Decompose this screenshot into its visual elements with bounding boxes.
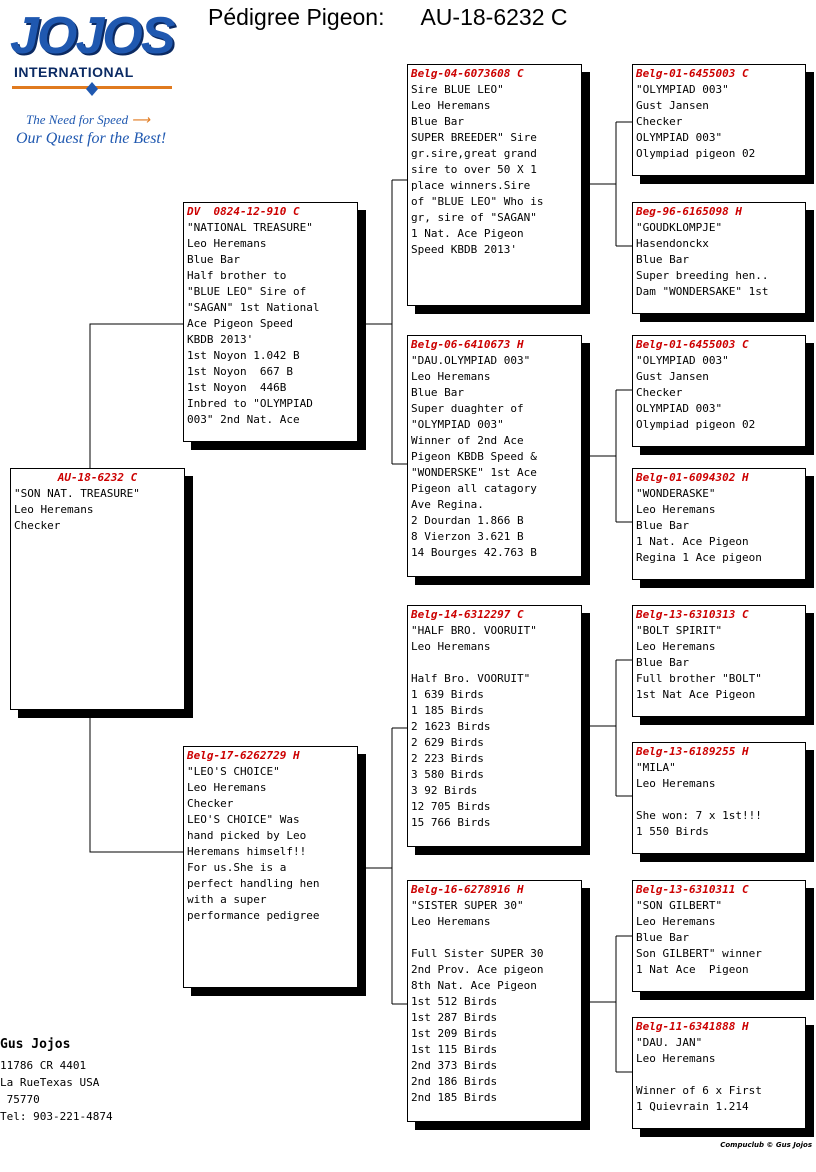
ring-number: Belg-17-6262729 H [187, 749, 300, 762]
ring-number: Belg-01-6455003 C [636, 338, 749, 351]
card-line: 2nd 186 Birds [411, 1075, 498, 1088]
card-line: "WONDERASKE" [636, 487, 716, 500]
card-line: Gust Jansen [636, 370, 709, 383]
card-line: 1st 115 Birds [411, 1043, 498, 1056]
pedigree-card-dam-dam-sire [632, 880, 806, 992]
card-line: Regina 1 Ace pigeon [636, 551, 762, 564]
ring-number: Belg-13-6310313 C [636, 608, 749, 621]
card-line: 2 1623 Birds [411, 720, 491, 733]
card-line: Checker [14, 519, 61, 532]
card-line: Ave Regina. [411, 498, 484, 511]
title-ring-number: AU-18-6232 C [420, 4, 568, 30]
card-line: of "BLUE LEO" Who is [411, 195, 544, 208]
pedigree-card-dam-dam-dam [632, 1017, 806, 1129]
title-label: Pédigree Pigeon: [208, 4, 385, 30]
card-line [411, 930, 578, 946]
card-line: "MILA" [636, 761, 676, 774]
card-line: gr, sire of "SAGAN" [411, 211, 537, 224]
card-line: LEO'S CHOICE" Was [187, 813, 300, 826]
bird-icon: ⟶ [131, 112, 151, 127]
pedigree-card-sire-sire-sire [632, 64, 806, 176]
pedigree-card-dam-sire-dam [632, 742, 806, 854]
ring-number: Belg-11-6341888 H [636, 1020, 749, 1033]
card-line: Leo Heremans [411, 640, 491, 653]
pedigree-card-dam-sire [407, 605, 582, 847]
card-line: 1st 512 Birds [411, 995, 498, 1008]
card-line: sire to over 50 X 1 [411, 163, 537, 176]
pedigree-card-sire-dam-dam [632, 468, 806, 580]
card-line: Winner of 2nd Ace [411, 434, 524, 447]
card-line: "SON GILBERT" [636, 899, 723, 912]
ring-number: Belg-16-6278916 H [411, 883, 524, 896]
card-line [636, 1067, 802, 1083]
card-line: Speed KBDB 2013' [411, 243, 517, 256]
card-line: Leo Heremans [636, 640, 716, 653]
card-line: 15 766 Birds [411, 816, 491, 829]
ring-number: Belg-13-6310311 C [636, 883, 749, 896]
logo-brand-text: JOJOS [10, 7, 174, 65]
owner-address-line: La RueTexas USA [0, 1076, 100, 1089]
card-line: "SON NAT. TREASURE" [14, 487, 140, 500]
card-line: Blue Bar [636, 931, 689, 944]
card-line: Blue Bar [411, 115, 464, 128]
ring-number: AU-18-6232 C [57, 471, 138, 484]
card-line: Leo Heremans [187, 237, 267, 250]
card-line: 8 Vierzon 3.621 B [411, 530, 524, 543]
ring-number: Belg-13-6189255 H [636, 745, 749, 758]
pedigree-card-dam-dam [407, 880, 582, 1122]
card-line: Sire BLUE LEO" [411, 83, 504, 96]
card-line: She won: 7 x 1st!!! [636, 809, 762, 822]
owner-name: Gus Jojos [0, 1037, 71, 1052]
card-line: 1 Nat Ace Pigeon [636, 963, 749, 976]
pedigree-card-sire-dam-sire [632, 335, 806, 447]
card-line: perfect handling hen [187, 877, 320, 890]
ring-number: Belg-14-6312297 C [411, 608, 524, 621]
card-line: Leo Heremans [14, 503, 94, 516]
footer-credit: Compuclub © Gus Jojos [720, 1141, 812, 1149]
card-line: 1 Nat. Ace Pigeon [411, 227, 524, 240]
pedigree-card-sire [183, 202, 358, 442]
card-line: 2 629 Birds [411, 736, 484, 749]
owner-address-line: 75770 [0, 1093, 40, 1106]
card-line: For us.She is a [187, 861, 287, 874]
card-line: "OLYMPIAD 003" [411, 418, 504, 431]
card-line: 3 580 Birds [411, 768, 484, 781]
pedigree-card-sire-sire-dam [632, 202, 806, 314]
card-line: "SISTER SUPER 30" [411, 899, 524, 912]
card-line: Leo Heremans [411, 99, 491, 112]
card-line: Blue Bar [187, 253, 240, 266]
card-line: 1 Nat. Ace Pigeon [636, 535, 749, 548]
ring-number: Belg-01-6094302 H [636, 471, 749, 484]
card-line: Ace Pigeon Speed [187, 317, 293, 330]
card-line: hand picked by Leo [187, 829, 307, 842]
owner-address-line: 11786 CR 4401 [0, 1059, 87, 1072]
card-line: Leo Heremans [636, 777, 716, 790]
card-line: 2 Dourdan 1.866 B [411, 514, 524, 527]
owner-info [0, 1036, 113, 1125]
card-line: 1st 209 Birds [411, 1027, 498, 1040]
card-line: 2nd Prov. Ace pigeon [411, 963, 544, 976]
ring-number: Belg-06-6410673 H [411, 338, 524, 351]
card-line: 12 705 Birds [411, 800, 491, 813]
card-line: Gust Jansen [636, 99, 709, 112]
card-line: "LEO'S CHOICE" [187, 765, 280, 778]
card-line: "HALF BRO. VOORUIT" [411, 624, 537, 637]
card-line: Leo Heremans [636, 915, 716, 928]
ring-number: Beg-96-6165098 H [636, 205, 742, 218]
card-line: Son GILBERT" winner [636, 947, 762, 960]
card-line: with a super [187, 893, 267, 906]
card-line: "WONDERSKE" 1st Ace [411, 466, 537, 479]
card-line: "BOLT SPIRIT" [636, 624, 723, 637]
card-line: "NATIONAL TREASURE" [187, 221, 313, 234]
pedigree-card-subject [10, 468, 185, 710]
card-line: Leo Heremans [636, 503, 716, 516]
card-line: "GOUDKLOMPJE" [636, 221, 723, 234]
card-line: "DAU. JAN" [636, 1036, 703, 1049]
card-line: "SAGAN" 1st National [187, 301, 320, 314]
card-line: Leo Heremans [411, 370, 491, 383]
card-line: gr.sire,great grand [411, 147, 537, 160]
card-line: Checker [187, 797, 234, 810]
card-line: 1st Nat Ace Pigeon [636, 688, 756, 701]
ring-number: Belg-01-6455003 C [636, 67, 749, 80]
card-line: Half Bro. VOORUIT" [411, 672, 531, 685]
card-line: SUPER BREEDER" Sire [411, 131, 537, 144]
card-line: "DAU.OLYMPIAD 003" [411, 354, 531, 367]
card-line: 1 550 Birds [636, 825, 709, 838]
ring-number: DV 0824-12-910 C [187, 205, 300, 218]
card-line: Dam "WONDERSAKE" 1st [636, 285, 769, 298]
card-line [411, 655, 578, 671]
card-line: 1st Noyon 667 B [187, 365, 293, 378]
card-line: Super breeding hen.. [636, 269, 769, 282]
card-line: 003" 2nd Nat. Ace [187, 413, 300, 426]
card-line: OLYMPIAD 003" [636, 402, 723, 415]
card-line: 2nd 373 Birds [411, 1059, 498, 1072]
card-line: Leo Heremans [411, 915, 491, 928]
card-line: Half brother to [187, 269, 287, 282]
card-line: 8th Nat. Ace Pigeon [411, 979, 537, 992]
card-line: OLYMPIAD 003" [636, 131, 723, 144]
card-line: Blue Bar [636, 656, 689, 669]
card-line: 2nd 185 Birds [411, 1091, 498, 1104]
card-line: 1 Quievrain 1.214 [636, 1100, 749, 1113]
card-line: KBDB 2013' [187, 333, 254, 346]
pedigree-card-sire-dam [407, 335, 582, 577]
card-line: "OLYMPIAD 003" [636, 354, 729, 367]
card-line: Checker [636, 386, 683, 399]
card-line: Pigeon all catagory [411, 482, 537, 495]
logo-international-text: INTERNATIONAL [14, 64, 134, 80]
card-line: Inbred to "OLYMPIAD [187, 397, 313, 410]
card-line: 1st Noyon 446B [187, 381, 287, 394]
card-line: Super duaghter of [411, 402, 524, 415]
card-line: 3 92 Birds [411, 784, 478, 797]
card-line: Leo Heremans [187, 781, 267, 794]
card-line [636, 792, 802, 808]
card-line: 1st 287 Birds [411, 1011, 498, 1024]
logo-slogan-line-2: Our Quest for the Best! [16, 130, 167, 147]
card-line: Leo Heremans [636, 1052, 716, 1065]
card-line: 1st Noyon 1.042 B [187, 349, 300, 362]
card-line: Blue Bar [411, 386, 464, 399]
owner-phone: Tel: 903-221-4874 [0, 1110, 113, 1123]
card-line: Blue Bar [636, 253, 689, 266]
card-line: 1 185 Birds [411, 704, 484, 717]
card-line: Pigeon KBDB Speed & [411, 450, 537, 463]
card-line: place winners.Sire [411, 179, 531, 192]
card-line: Olympiad pigeon 02 [636, 147, 756, 160]
card-line: Checker [636, 115, 683, 128]
card-line: Full brother "BOLT" [636, 672, 762, 685]
card-line: 14 Bourges 42.763 B [411, 546, 537, 559]
card-line: 1 639 Birds [411, 688, 484, 701]
pedigree-card-dam-sire-sire [632, 605, 806, 717]
card-line: Blue Bar [636, 519, 689, 532]
pedigree-card-dam [183, 746, 358, 988]
logo-slogan-line-1: The Need for Speed ⟶ [26, 112, 151, 127]
card-line: 2 223 Birds [411, 752, 484, 765]
card-line: Hasendonckx [636, 237, 709, 250]
card-line: performance pedigree [187, 909, 320, 922]
card-line: Heremans himself!! [187, 845, 307, 858]
card-line: Olympiad pigeon 02 [636, 418, 756, 431]
card-line: Full Sister SUPER 30 [411, 947, 544, 960]
card-line: Winner of 6 x First [636, 1084, 762, 1097]
ring-number: Belg-04-6073608 C [411, 67, 524, 80]
card-line: "BLUE LEO" Sire of [187, 285, 307, 298]
card-line: "OLYMPIAD 003" [636, 83, 729, 96]
pedigree-card-sire-sire [407, 64, 582, 306]
